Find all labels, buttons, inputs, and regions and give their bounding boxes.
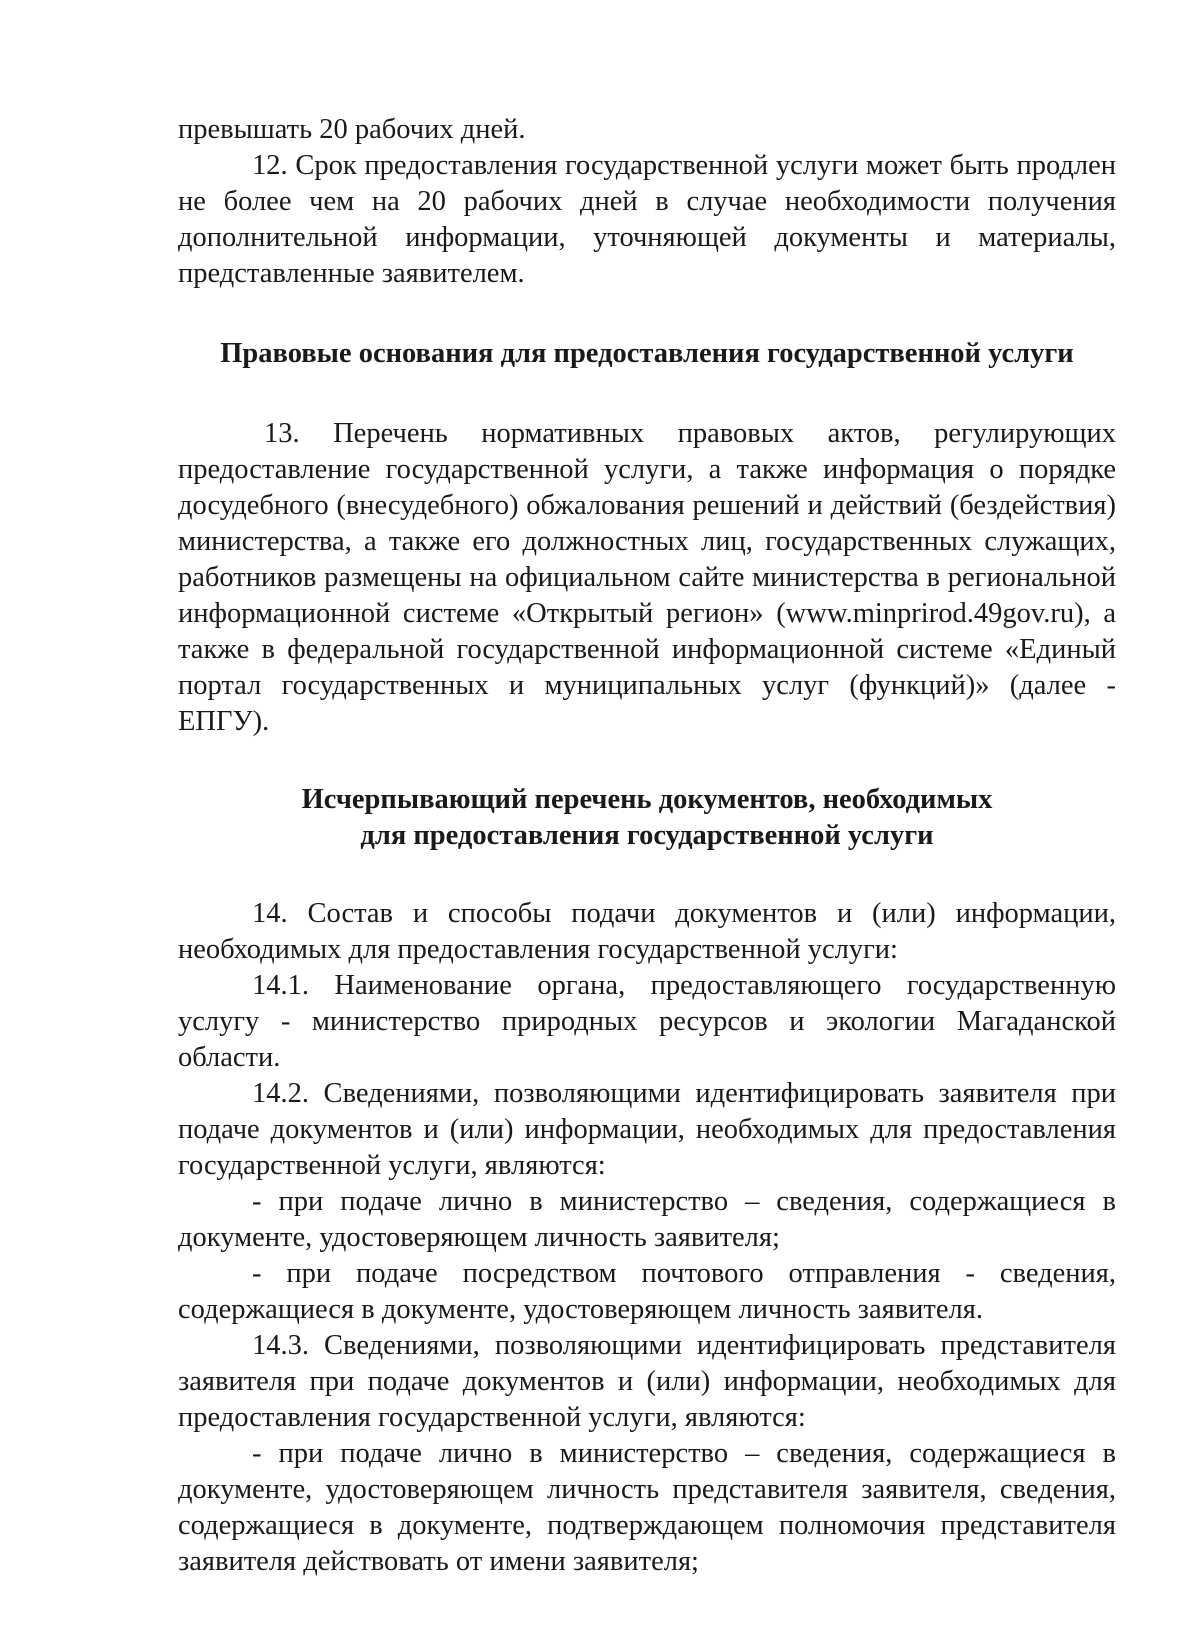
paragraph-continuation: превышать 20 рабочих дней. bbox=[178, 114, 526, 145]
list-item-by-mail: - при подаче посредством почтового отправления - сведения, содержащиеся в документе, удостоверяющем личность заявителя. bbox=[178, 1258, 1116, 1325]
section-heading-documents bbox=[178, 782, 1116, 854]
paragraph-14-2: 14.2. Сведениями, позволяющими идентифицировать заявителя при подаче документов и (или) информации, необходимых для предоставления государственной услуги, являются: bbox=[178, 1078, 1116, 1181]
section-heading-documents-line-1: Исчерпывающий перечень документов, необходимых bbox=[301, 784, 993, 815]
paragraph-12: 12. Срок предоставления государственной услуги может быть продлен не более чем на 20 рабочих дней в случае необходимости получения дополнительной информации, уточняющей документы и материалы, представленные заявителем. bbox=[178, 150, 1116, 289]
list-item-representative-in-person: - при подаче лично в министерство – сведения, содержащиеся в документе, удостоверяющем личность представителя заявителя, сведения, содержащиеся в документе, подтверждающем полномочия представителя заявителя действовать от имени заявителя; bbox=[178, 1438, 1116, 1577]
section-heading-documents-line-2: для предоставления государственной услуги bbox=[360, 820, 934, 851]
paragraph-14-3: 14.3. Сведениями, позволяющими идентифицировать представителя заявителя при подаче документов и (или) информации, необходимых для предоставления государственной услуги, являются: bbox=[178, 1330, 1116, 1433]
paragraph-14: 14. Состав и способы подачи документов и (или) информации, необходимых для предоставления государственной услуги: bbox=[178, 898, 1116, 965]
section-heading-legal-basis: Правовые основания для предоставления государственной услуги bbox=[220, 338, 1074, 369]
list-item-in-person: - при подаче лично в министерство – сведения, содержащиеся в документе, удостоверяющем личность заявителя; bbox=[178, 1186, 1116, 1253]
paragraph-13: 13. Перечень нормативных правовых актов, регулирующих предоставление государственной услуги, а также информация о порядке досудебного (внесудебного) обжалования решений и действий (бездействия) министерства, а также его должностных лиц, государственных служащих, работников размещены на официальном сайте министерства в региональной информационной системе «Открытый регион» (www.minprirod.49gov.ru), а также в федеральной государственной информационной системе «Единый портал государственных и муниципальных услуг (функций)» (далее - ЕПГУ). bbox=[178, 418, 1116, 737]
paragraph-14-1: 14.1. Наименование органа, предоставляющего государственную услугу - министерство природных ресурсов и экологии Магаданской области. bbox=[178, 970, 1116, 1073]
document-body bbox=[178, 112, 1116, 1580]
